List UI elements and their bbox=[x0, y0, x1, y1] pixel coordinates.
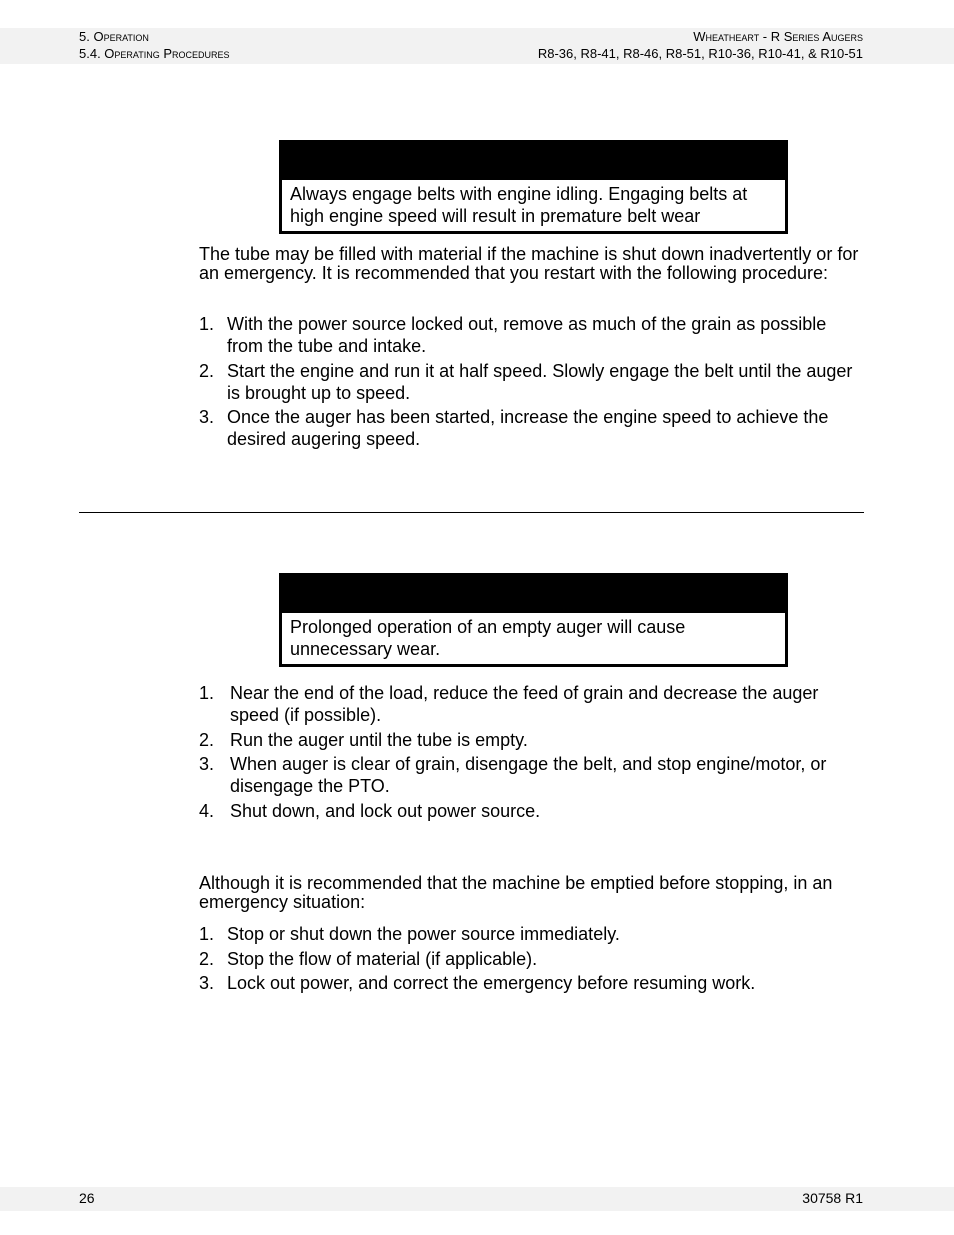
notice-text: Always engage belts with engine idling. Engaging belts at high engine speed will result in premature belt wear bbox=[290, 184, 748, 226]
header-models: R8-36, R8-41, R8-46, R8-51, R10-36, R10-41, & R10-51 bbox=[537, 46, 863, 61]
list-item: 3. Lock out power, and correct the emergency before resuming work. bbox=[199, 973, 756, 993]
restart-intro: The tube may be filled with material if the machine is shut down inadvertently or for an emergency. It is recommended that you restart with the following procedure: bbox=[199, 244, 859, 283]
list-item: 2. Start the engine and run it at half speed. Slowly engage the belt until the auger is brought up to speed. bbox=[199, 360, 853, 403]
header-subsection: 5.4. Operating Procedures bbox=[79, 46, 230, 61]
document-code: 30758 R1 bbox=[802, 1190, 863, 1206]
list-item: 1. Near the end of the load, reduce the feed of grain and decrease the auger speed (if possible). bbox=[199, 683, 819, 725]
notice-box-empty-auger bbox=[279, 573, 788, 667]
notice-box-belt-engagement bbox=[279, 140, 788, 234]
list-item: 2. Stop the flow of material (if applicable). bbox=[199, 948, 538, 969]
notice-header-bar bbox=[282, 143, 785, 180]
emergency-steps-list bbox=[199, 923, 864, 997]
emergency-intro: Although it is recommended that the machine be emptied before stopping, in an emergency situation: bbox=[199, 873, 833, 912]
restart-steps-list bbox=[199, 313, 864, 453]
header-product: Wheatheart - R Series Augers bbox=[693, 29, 863, 44]
header-section: 5. Operation bbox=[79, 29, 149, 44]
notice-header-bar bbox=[282, 576, 785, 613]
shutdown-steps-list bbox=[199, 682, 864, 824]
page-number: 26 bbox=[79, 1190, 95, 1206]
list-item: 1. With the power source locked out, remove as much of the grain as possible from the tube and intake. bbox=[199, 314, 827, 356]
list-item: 3. When auger is clear of grain, disengage the belt, and stop engine/motor, or disengage the PTO. bbox=[199, 754, 827, 796]
list-item: 1. Stop or shut down the power source immediately. bbox=[199, 924, 620, 944]
list-item: 3. Once the auger has been started, increase the engine speed to achieve the desired augering speed. bbox=[199, 407, 829, 449]
list-item: 4. Shut down, and lock out power source. bbox=[199, 800, 541, 821]
section-divider bbox=[79, 512, 864, 513]
notice-text: Prolonged operation of an empty auger will cause unnecessary wear. bbox=[290, 617, 686, 659]
list-item: 2. Run the auger until the tube is empty. bbox=[199, 729, 528, 750]
